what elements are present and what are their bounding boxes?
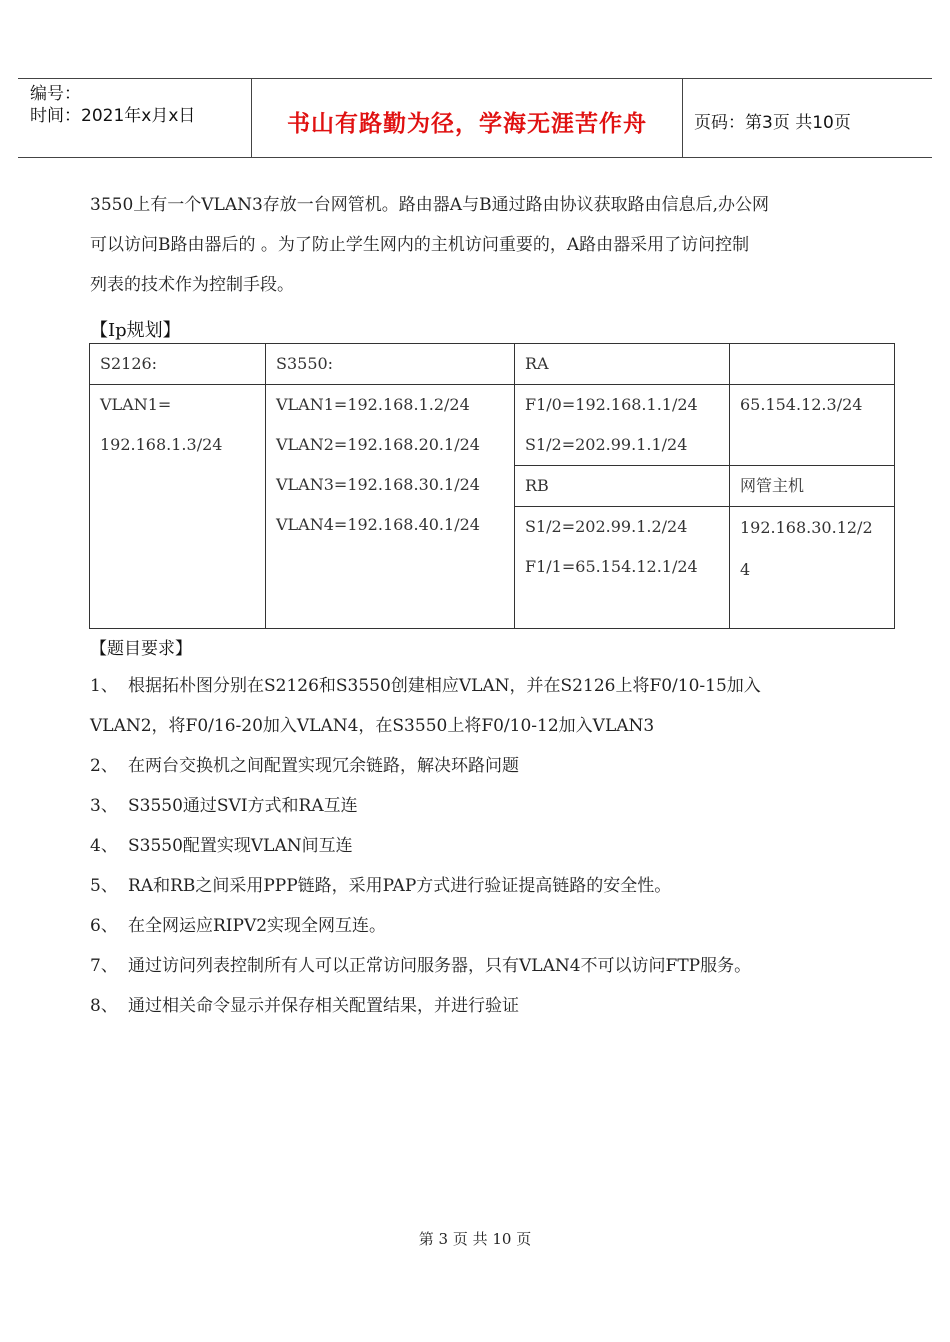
item-text: S3550配置实现VLAN间互连 <box>128 836 353 856</box>
item-text: 在全网运应RIPV2实现全网互连。 <box>128 916 387 936</box>
cell-text: 4 <box>740 560 751 579</box>
requirements-list <box>90 666 890 1026</box>
intro-paragraph <box>90 185 880 305</box>
cell-text: S1/2=202.99.1.1/24 <box>525 435 688 454</box>
item-text: 通过相关命令显示并保存相关配置结果，并进行验证 <box>128 996 519 1016</box>
item-number: 8、 <box>90 996 118 1016</box>
table-cell <box>515 385 730 466</box>
table-cell <box>515 344 730 385</box>
list-item <box>90 866 890 906</box>
cell-text: VLAN1=192.168.1.2/24 <box>276 395 470 414</box>
table-cell <box>730 507 895 629</box>
header-meta <box>30 83 195 127</box>
table-cell <box>266 344 515 385</box>
cell-text: F1/1=65.154.12.1/24 <box>525 557 698 576</box>
cell-text: RA <box>525 354 549 373</box>
table-cell <box>515 507 730 629</box>
cell-text: F1/0=192.168.1.1/24 <box>525 395 698 414</box>
cell-text: VLAN2=192.168.20.1/24 <box>276 435 480 454</box>
item-text: 根据拓朴图分别在S2126和S3550创建相应VLAN，并在S2126上将F0/10-15加入 <box>128 676 761 696</box>
cell-text: VLAN3=192.168.30.1/24 <box>276 475 480 494</box>
header-divider <box>682 79 683 157</box>
cell-text: S1/2=202.99.1.2/24 <box>525 517 688 536</box>
page-header <box>18 78 932 158</box>
header-page-label: 页码：第3页 共10页 <box>694 113 851 133</box>
cell-text: 65.154.12.3/24 <box>740 395 863 414</box>
time-label: 时间：2021年x月x日 <box>30 106 196 126</box>
number-label: 编号： <box>30 84 81 104</box>
cell-text: 192.168.1.3/24 <box>100 435 223 454</box>
cell-text: S2126: <box>100 354 158 373</box>
table-cell <box>730 344 895 385</box>
item-text: S3550通过SVI方式和RA互连 <box>128 796 358 816</box>
page-footer: 第 3 页 共 10 页 <box>418 1230 532 1248</box>
item-text: 在两台交换机之间配置实现冗余链路，解决环路问题 <box>128 756 519 776</box>
item-number: 2、 <box>90 756 118 776</box>
item-number: 3、 <box>90 796 118 816</box>
cell-text: 192.168.30.12/2 <box>740 518 873 537</box>
item-number: 4、 <box>90 836 118 856</box>
list-item <box>90 666 890 706</box>
table-cell <box>730 466 895 507</box>
cell-text: 网管主机 <box>740 476 805 495</box>
list-item <box>90 786 890 826</box>
intro-line: 列表的技术作为控制手段。 <box>90 275 294 295</box>
list-item <box>90 826 890 866</box>
cell-text: VLAN4=192.168.40.1/24 <box>276 515 480 534</box>
cell-text: VLAN1= <box>100 395 172 414</box>
intro-line: 可以访问B路由器后的 。为了防止学生网内的主机访问重要的，A路由器采用了访问控制 <box>90 235 750 255</box>
header-motto: 书山有路勤为径，学海无涯苦作舟 <box>287 111 647 137</box>
list-item <box>90 906 890 946</box>
item-number: 5、 <box>90 876 118 896</box>
cell-text: S3550: <box>276 354 334 373</box>
table-cell <box>90 344 266 385</box>
ip-section-title: 【Ip规划】 <box>90 320 181 341</box>
item-text: 通过访问列表控制所有人可以正常访问服务器，只有VLAN4不可以访问FTP服务。 <box>128 956 752 976</box>
table-cell <box>90 385 266 629</box>
item-text: VLAN2，将F0/16-20加入VLAN4，在S3550上将F0/10-12加入VLAN3 <box>90 716 655 736</box>
intro-line: 3550上有一个VLAN3存放一台网管机。路由器A与B通过路由协议获取路由信息后,办公网 <box>90 195 769 215</box>
list-item <box>90 746 890 786</box>
table-cell <box>730 385 895 466</box>
list-item <box>90 706 890 746</box>
requirements-title: 【题目要求】 <box>90 639 192 659</box>
ip-plan-table <box>89 343 895 629</box>
list-item <box>90 986 890 1026</box>
item-number: 6、 <box>90 916 118 936</box>
item-number: 1、 <box>90 676 118 696</box>
item-text: RA和RB之间采用PPP链路，采用PAP方式进行验证提高链路的安全性。 <box>128 876 672 896</box>
table-cell <box>515 466 730 507</box>
item-number: 7、 <box>90 956 118 976</box>
cell-text: RB <box>525 476 549 495</box>
list-item <box>90 946 890 986</box>
table-cell <box>266 385 515 629</box>
